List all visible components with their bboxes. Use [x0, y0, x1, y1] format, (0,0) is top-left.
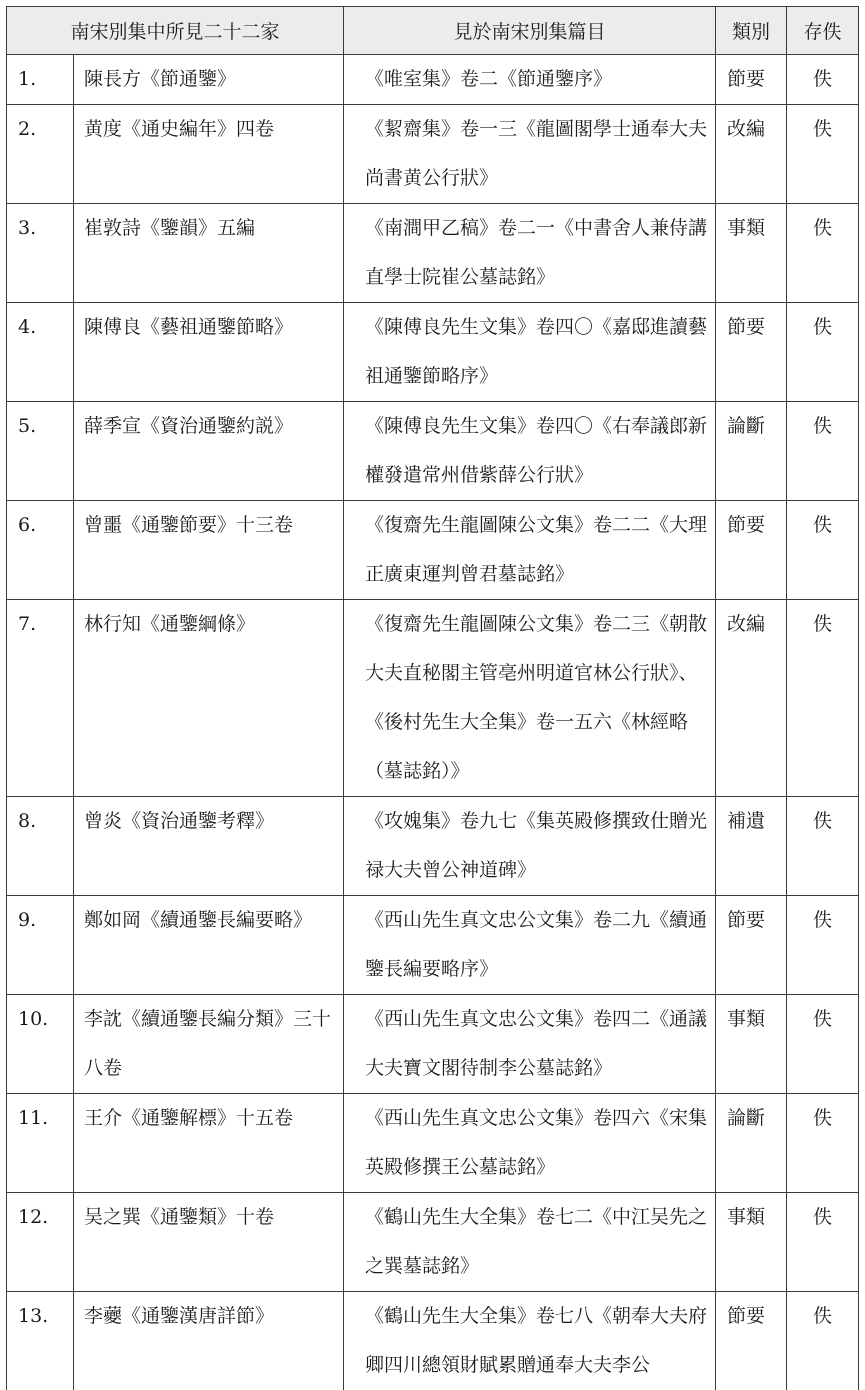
table-row [7, 55, 859, 105]
row-source: 《復齋先生龍圖陳公文集》卷二三《朝散大夫直秘閣主管亳州明道官林公行狀》、《後村先生大全集》卷一五六《林經略（墓誌銘）》 [344, 600, 716, 797]
row-source: 《陳傅良先生文集》卷四〇《嘉邸進讀藝祖通鑒節略序》 [344, 303, 716, 402]
header-status: 存佚 [787, 7, 859, 55]
table-row [7, 303, 859, 402]
row-type: 節要 [716, 896, 787, 995]
row-type: 節要 [716, 501, 787, 600]
row-status: 佚 [787, 600, 859, 797]
row-number: 10. [7, 995, 74, 1094]
row-number: 2. [7, 105, 74, 204]
row-source: 《西山先生真文忠公文集》卷四二《通議大夫寶文閣待制李公墓誌銘》 [344, 995, 716, 1094]
row-type: 事類 [716, 1193, 787, 1292]
row-source: 《陳傅良先生文集》卷四〇《右奉議郎新權發遣常州借紫薛公行狀》 [344, 402, 716, 501]
header-families: 南宋別集中所見二十二家 [7, 7, 344, 55]
row-number: 6. [7, 501, 74, 600]
row-source: 《西山先生真文忠公文集》卷二九《續通鑒長編要略序》 [344, 896, 716, 995]
row-number: 7. [7, 600, 74, 797]
row-status: 佚 [787, 1094, 859, 1193]
row-number: 5. [7, 402, 74, 501]
row-type: 論斷 [716, 1094, 787, 1193]
row-source: 《南澗甲乙稿》卷二一《中書舍人兼侍講直學士院崔公墓誌銘》 [344, 204, 716, 303]
row-number: 4. [7, 303, 74, 402]
row-number: 9. [7, 896, 74, 995]
row-source: 《唯室集》卷二《節通鑒序》 [344, 55, 716, 105]
row-work: 李蘷《通鑒漢唐詳節》 [74, 1292, 344, 1390]
row-status: 佚 [787, 797, 859, 896]
row-type: 節要 [716, 1292, 787, 1390]
row-source: 《鶴山先生大全集》卷七二《中江吴先之之巽墓誌銘》 [344, 1193, 716, 1292]
table-row [7, 105, 859, 204]
table-row [7, 501, 859, 600]
row-number: 12. [7, 1193, 74, 1292]
row-source: 《復齋先生龍圖陳公文集》卷二二《大理正廣東運判曾君墓誌銘》 [344, 501, 716, 600]
table-row [7, 896, 859, 995]
row-type: 事類 [716, 995, 787, 1094]
table-row [7, 600, 859, 797]
row-work: 崔敦詩《鑒韻》五編 [74, 204, 344, 303]
row-source: 《西山先生真文忠公文集》卷四六《宋集英殿修撰王公墓誌銘》 [344, 1094, 716, 1193]
row-type: 改編 [716, 105, 787, 204]
row-work: 薛季宣《資治通鑒約説》 [74, 402, 344, 501]
row-status: 佚 [787, 1193, 859, 1292]
row-work: 吴之巽《通鑒類》十卷 [74, 1193, 344, 1292]
row-status: 佚 [787, 204, 859, 303]
row-work: 曾噩《通鑒節要》十三卷 [74, 501, 344, 600]
table-row [7, 402, 859, 501]
row-work: 王介《通鑒解標》十五卷 [74, 1094, 344, 1193]
header-type: 類別 [716, 7, 787, 55]
row-source: 《絜齋集》卷一三《龍圖閣學士通奉大夫尚書黄公行狀》 [344, 105, 716, 204]
row-work: 黄度《通史編年》四卷 [74, 105, 344, 204]
table-header-row [7, 7, 859, 55]
row-number: 11. [7, 1094, 74, 1193]
row-type: 節要 [716, 55, 787, 105]
row-status: 佚 [787, 896, 859, 995]
row-number: 13. [7, 1292, 74, 1390]
row-status: 佚 [787, 1292, 859, 1390]
row-work: 鄭如岡《續通鑒長編要略》 [74, 896, 344, 995]
row-number: 1. [7, 55, 74, 105]
row-status: 佚 [787, 501, 859, 600]
row-status: 佚 [787, 105, 859, 204]
row-status: 佚 [787, 303, 859, 402]
table-row [7, 797, 859, 896]
row-work: 曾炎《資治通鑒考釋》 [74, 797, 344, 896]
row-number: 8. [7, 797, 74, 896]
table-row [7, 204, 859, 303]
row-status: 佚 [787, 55, 859, 105]
row-work: 陳傅良《藝祖通鑒節略》 [74, 303, 344, 402]
row-status: 佚 [787, 995, 859, 1094]
document-page [6, 6, 858, 1390]
table-row [7, 1193, 859, 1292]
table-row [7, 1094, 859, 1193]
row-work: 陳長方《節通鑒》 [74, 55, 344, 105]
row-type: 節要 [716, 303, 787, 402]
row-type: 事類 [716, 204, 787, 303]
row-source: 《攻媿集》卷九七《集英殿修撰致仕贈光禄大夫曾公神道碑》 [344, 797, 716, 896]
header-sources: 見於南宋別集篇目 [344, 7, 716, 55]
row-work: 李訦《續通鑒長編分類》三十八卷 [74, 995, 344, 1094]
row-status: 佚 [787, 402, 859, 501]
table-row [7, 1292, 859, 1390]
row-type: 改編 [716, 600, 787, 797]
row-work: 林行知《通鑒綱條》 [74, 600, 344, 797]
row-type: 論斷 [716, 402, 787, 501]
row-type: 補遺 [716, 797, 787, 896]
works-table [6, 6, 859, 1390]
row-number: 3. [7, 204, 74, 303]
row-source: 《鶴山先生大全集》卷七八《朝奉大夫府卿四川總領財賦累贈通奉大夫李公 [344, 1292, 716, 1390]
table-row [7, 995, 859, 1094]
